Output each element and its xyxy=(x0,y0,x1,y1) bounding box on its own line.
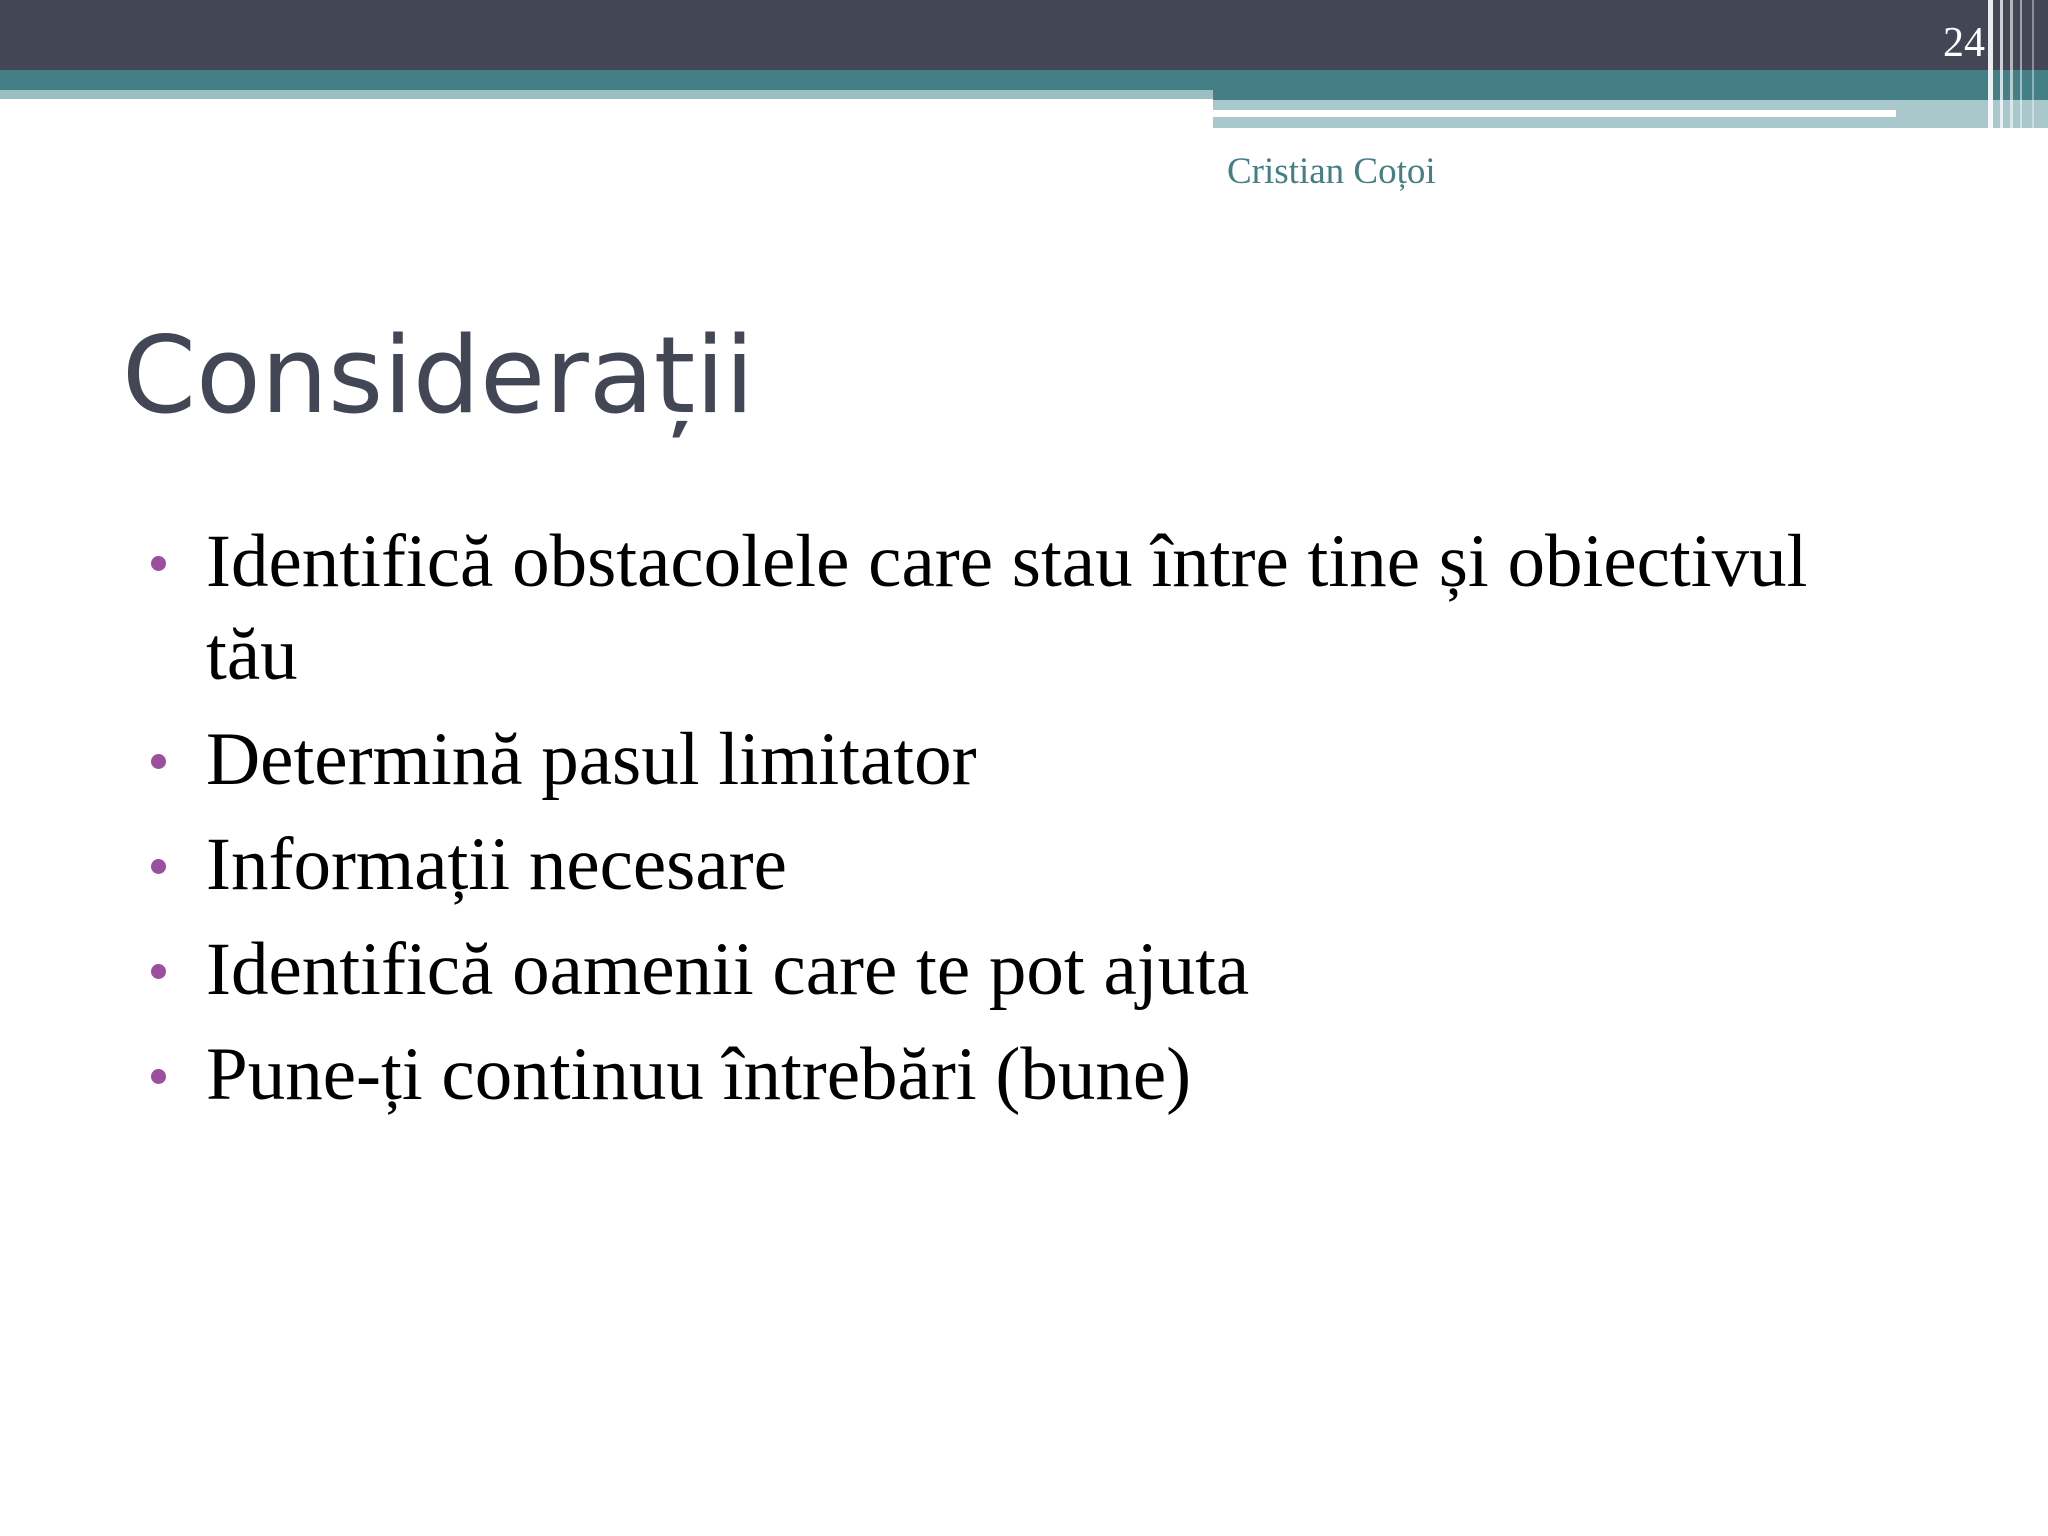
bullet-dot-icon xyxy=(151,754,166,769)
header-white-block xyxy=(1652,130,2002,140)
bullet-dot-icon xyxy=(151,964,166,979)
header-stripe xyxy=(2000,0,2003,138)
bullet-text: Identifică obstacolele care stau între tine și obiectivul tău xyxy=(206,520,1808,696)
bullet-text: Identifică oamenii care te pot ajuta xyxy=(206,928,1250,1011)
bullet-dot-icon xyxy=(151,556,166,571)
bullet-text: Determină pasul limitator xyxy=(206,718,977,801)
slide-number: 24 xyxy=(1943,20,1985,66)
bullet-item xyxy=(0,1028,1900,1121)
header-stripe xyxy=(2032,0,2034,138)
bullet-text: Pune-ți continuu întrebări (bune) xyxy=(206,1033,1192,1116)
bullet-dot-icon xyxy=(151,1069,166,1084)
bullet-item xyxy=(0,818,1900,911)
header-light-band-left xyxy=(0,90,1213,99)
header-stripe xyxy=(2020,0,2022,138)
bullet-list xyxy=(0,515,1900,1133)
slide-title: Considerații xyxy=(122,314,755,437)
header-white-line xyxy=(1213,110,1896,117)
bullet-item xyxy=(0,713,1900,806)
bullet-item xyxy=(0,515,1900,701)
bullet-dot-icon xyxy=(151,859,166,874)
header-stripe xyxy=(2010,0,2013,138)
author-name: Cristian Coțoi xyxy=(1227,151,1436,192)
header-teal-band-left xyxy=(0,70,1213,90)
bullet-text: Informații necesare xyxy=(206,823,787,906)
bullet-item xyxy=(0,923,1900,1016)
header-stripe xyxy=(1988,0,1993,138)
header-dark-bar xyxy=(0,0,2048,70)
header-teal-band-right xyxy=(1213,70,2048,100)
